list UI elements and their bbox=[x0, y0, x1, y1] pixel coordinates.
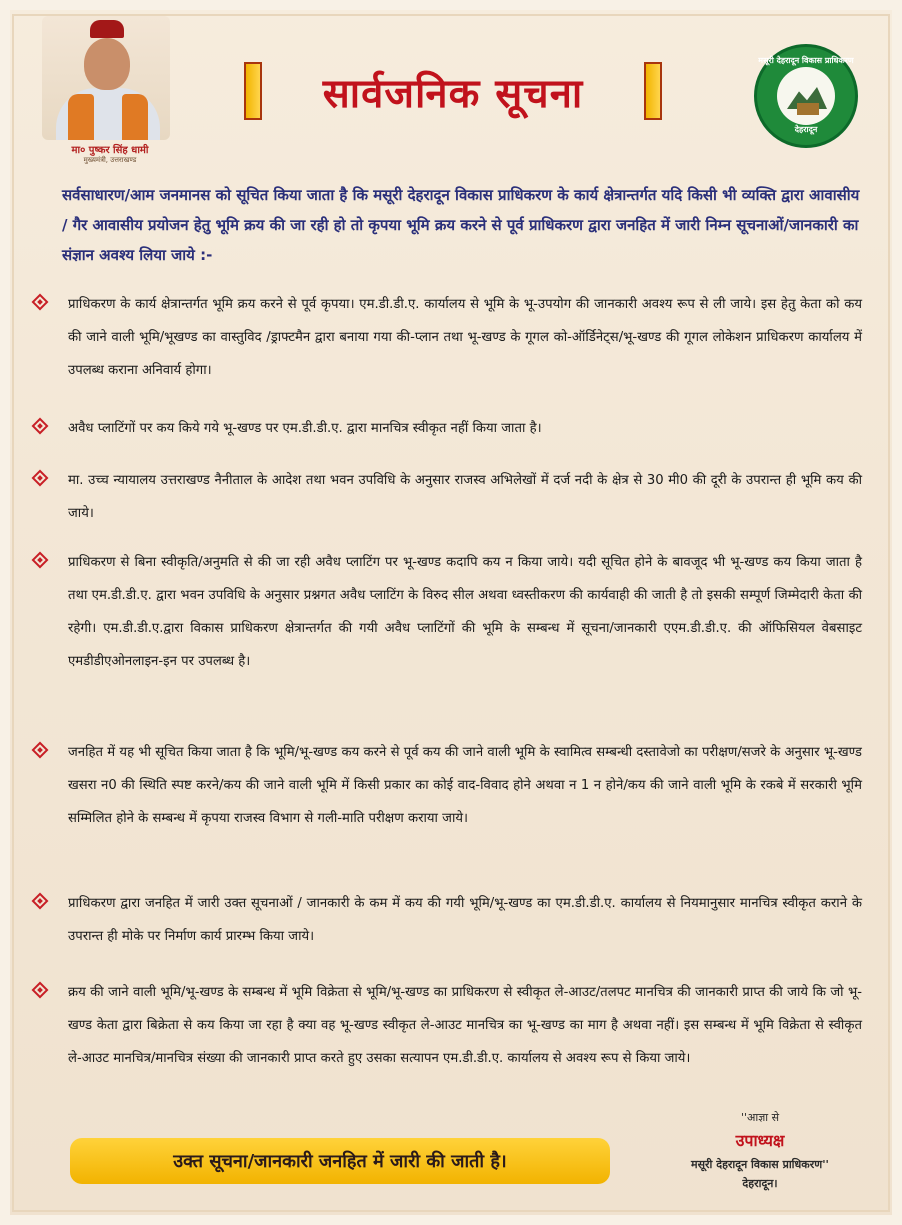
notice-point-text: क्रय की जाने वाली भूमि/भू-खण्ड के सम्बन्ध में भूमि विक्रेता से भूमि/भू-खण्ड का प्राधिकरण से स्वीकृत ले-आउट/तलपट मानचित्र की जानकारी प्राप्त की जाये कि जो भू-खण्ड केता द्वारा बिक्रेता से कय किया जा रहा है क्या वह भू-खण्ड स्वीकृत ले-आउट मानचित्र का भू-खण्ड का माग है अथवा नहीं। इस सम्बन्ध में भूमि विक्रेता से स्वीकृत ले-आउट मानचित्र/मानचित्र संख्या की जानकारी प्राप्त करते हुए उसका सत्यापन एम.डी.डी.ए. कार्यालय से अवश्य रूप से किया जाये। bbox=[68, 985, 862, 1066]
notice-point bbox=[34, 546, 862, 678]
diamond-bullet-icon bbox=[32, 982, 49, 999]
notice-point bbox=[34, 288, 862, 387]
designation: उपाध्यक्ष bbox=[735, 1131, 785, 1150]
diamond-bullet-icon bbox=[32, 294, 49, 311]
notice-point bbox=[34, 976, 862, 1075]
notice-point bbox=[34, 887, 862, 953]
title-block bbox=[244, 62, 662, 120]
chief-minister-photo bbox=[42, 16, 170, 140]
notice-point-text: जनहित में यह भी सूचित किया जाता है कि भूमि/भू-खण्ड कय करने से पूर्व कय की जाने वाली भूमि के स्वामित्व सम्बन्धी दस्तावेजो का परीक्षण/सजरे के अनुसार भू-खण्ड खसरा न0 की स्थिति स्पष्ट करने/कय की जाने वाली भूमि में किसी प्रकार का कोई वाद-विवाद होने अथवा न 1 न होने/कय की जाने वाली भूमि के रकबे में सरकारी भूमि सम्मिलित होने के सम्बन्ध में कृपया राजस्व विभाग से गली-माति परीक्षण कराया जाये। bbox=[68, 745, 862, 826]
notice-point-text: प्राधिकरण द्वारा जनहित में जारी उक्त सूचनाओं / जानकारी के कम में कय की गयी भूमि/भू-खण्ड का एम.डी.डी.ए. कार्यालय से नियमानुसार मानचित्र स्वीकृत कराने के उपरान्त ही मोके पर निर्माण कार्य प्रारम्भ किया जाये। bbox=[68, 896, 862, 944]
notice-point bbox=[34, 736, 862, 835]
public-notice-banner: उक्त सूचना/जानकारी जनहित में जारी की जाती है। bbox=[70, 1138, 610, 1184]
chief-minister-name: मा० पुष्कर सिंह धामी bbox=[71, 145, 149, 156]
diamond-bullet-icon bbox=[32, 470, 49, 487]
diamond-bullet-icon bbox=[32, 742, 49, 759]
diamond-bullet-icon bbox=[32, 418, 49, 435]
notice-point bbox=[34, 412, 862, 445]
title-right-bar bbox=[644, 62, 662, 120]
order-line: ''आज्ञा से bbox=[740, 1111, 780, 1124]
authority-signature-block bbox=[660, 1110, 860, 1191]
authority-name: मसूरी देहरादून विकास प्राधिकरण'' bbox=[691, 1158, 829, 1171]
mdda-logo: मसूरी देहरादून विकास प्राधिकरण देहरादून bbox=[754, 44, 858, 148]
intro-paragraph: सर्वसाधारण/आम जनमानस को सूचित किया जाता है कि मसूरी देहरादून विकास प्राधिकरण के कार्य क्षेत्रान्तर्गत यदि किसी भी व्यक्ति द्वारा आवासीय / गैर आवासीय प्रयोजन हेतु भूमि क्रय की जा रही हो तो कृपया भूमि क्रय करने से पूर्व प्राधिकरण द्वारा जनहित में जारी निम्न सूचनाओं/जानकारी का संज्ञान अवश्य लिया जाये :- bbox=[62, 186, 860, 264]
chief-minister-designation: मुख्यमंत्री, उत्तराखण्ड bbox=[83, 156, 137, 164]
diamond-bullet-icon bbox=[32, 893, 49, 910]
diamond-bullet-icon bbox=[32, 552, 49, 569]
page-title: सार्वजनिक सूचना bbox=[322, 71, 584, 117]
notice-point-text: प्राधिकरण से बिना स्वीकृति/अनुमति से की जा रही अवैध प्लाटिंग पर भू-खण्ड कदापि कय न किया जाये। यदी सूचित होने के बावजूद भी भू-खण्ड कय किया जाता है तथा एम.डी.डी.ए. द्वारा भवन उपविधि के अनुसार प्रश्नगत अवैध प्लाटिंग के विरुद सील अथवा ध्वस्तीकरण की कार्यवाही की जाती है तो इसकी सम्पूर्ण जिम्मेदारी केता की रहेगी। एम.डी.डी.ए.द्वारा विकास प्राधिकरण क्षेत्रान्तर्गत की गयी अवैध प्लाटिंगों की भूमि के सम्बन्ध में सूचना/जानकारी एएम.डी.डी.ए. की ऑफिसियल वेबसाइट एमडीडीएओनलाइन-इन पर उपलब्ध है। bbox=[68, 555, 862, 669]
notice-point-text: मा. उच्च न्यायालय उत्तराखण्ड नैनीताल के आदेश तथा भवन उपविधि के अनुसार राजस्व अभिलेखों में दर्ज नदी के क्षेत्र से 30 मी0 की दूरी के उपरान्त ही भूमि कय की जाये। bbox=[68, 473, 862, 521]
notice-point-text: प्राधिकरण के कार्य क्षेत्रान्तर्गत भूमि क्रय करने से पूर्व कृपया। एम.डी.डी.ए. कार्यालय से भूमि के भू-उपयोग की जानकारी अवश्य रूप से ली जाये। इस हेतु केता को कय की जाने वाली भूमि/भूखण्ड का वास्तुविद /ड्राफ्टमैन द्वारा बनाया गया की-प्लान तथा भू-खण्ड के गूगल को-ऑर्डिनेट्स/भू-खण्ड की गूगल लोकेशन प्राधिकरण कार्यालय में उपलब्ध कराना अनिवार्य होगा। bbox=[68, 297, 862, 378]
notice-point bbox=[34, 464, 862, 530]
title-left-bar bbox=[244, 62, 262, 120]
city-name: देहरादून। bbox=[742, 1177, 778, 1190]
notice-point-text: अवैध प्लाटिंगों पर कय किये गये भू-खण्ड पर एम.डी.डी.ए. द्वारा मानचित्र स्वीकृत नहीं किया जाता है। bbox=[68, 421, 542, 436]
